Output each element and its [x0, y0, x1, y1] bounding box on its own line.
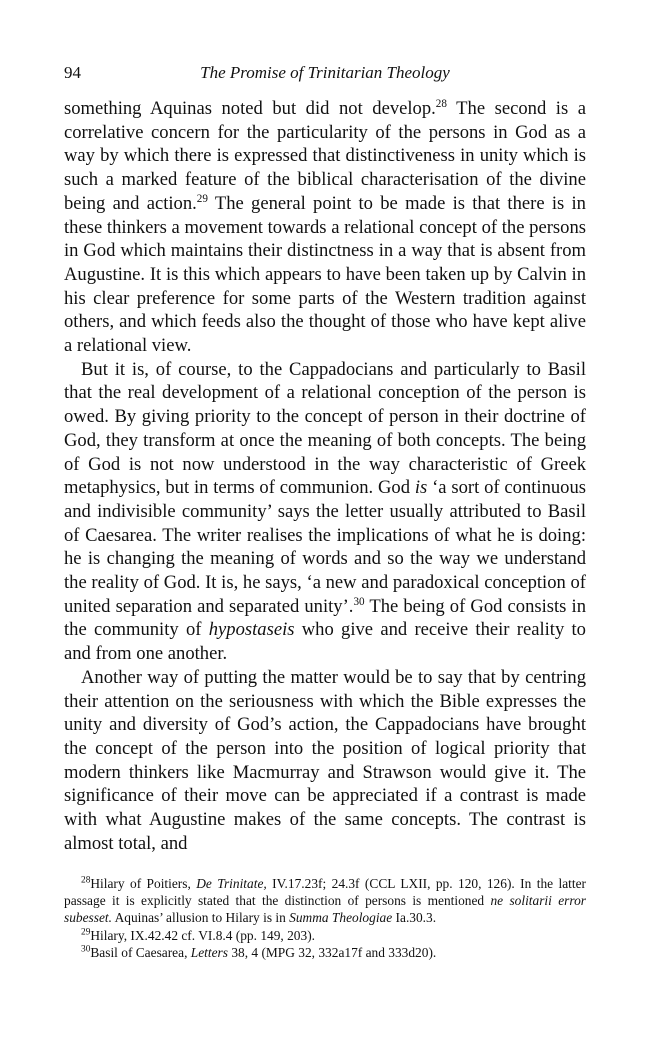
footnote-30: $^{30}$Basil of Caesarea, Letters 38, 4 (MPG 32, 332a17f and 333d20).	[81, 944, 437, 960]
page-number: 94	[64, 63, 81, 82]
running-head	[64, 62, 586, 88]
footnote-ref-30: 30	[353, 595, 365, 608]
footnote-ref-28: 28	[435, 97, 447, 110]
paragraph-2: But it is, of course, to the Cappadocians and particularly to Basil that the real development of a relational conception of the person is owed. By giving priority to the concept of person in their doctrine of God, they transform at once the meaning of both concepts. The being of God is not now understood in the way characteristic of Greek metaphysics, but in terms of communion. God is ‘a sort of continuous and indivisible community’ says the letter usually attributed to Basil of Caesarea. The writer realises the implications of what he is doing: he is changing the meaning of words and so the way we understand the reality of God. It is, he says, ‘a new and paradoxical conception of united separation and separated unity’.$^{30}$ The being of God consists in the community of hypostaseis who give and receive their reality to and from one another.	[64, 358, 586, 665]
book-page	[64, 62, 586, 856]
paragraph-3: Another way of putting the matter would be to say that by centring their attention on the seriousness with which the Bible expresses the unity and diversity of God’s action, the Cappadocians have brought the concept of the person into the position of logical priority that modern thinkers like Macmurray and Strawson would give it. The significance of their move can be appreciated if a contrast is made with what Augustine makes of the same concepts. The contrast is almost total, and	[64, 666, 586, 854]
body-text	[64, 97, 586, 856]
footnote-28: $^{28}$Hilary of Poitiers, De Trinitate, IV.17.23f; 24.3f (CCL LXII, pp. 120, 126). In the latter passage it is explicitly stated that the distinction of persons is mentioned ne solitarii error subesset. Aquinas’ allusion to Hilary is in Summa Theologiae Ia.30.3.	[64, 875, 586, 926]
paragraph-1: something Aquinas noted but did not develop.$^{28}$ The second is a correlative concern for the particularity of the persons in God as a way by which there is expressed that distinctiveness in unity which is such a marked feature of the biblical characterisation of the divine being and action.$^{29}$ The general point to be made is that there is in these thinkers a movement towards a relational concept of the persons in God which maintains their distinctness in a way that is absent from Augustine. It is this which appears to have been taken up by Calvin in his clear preference for some parts of the Western tradition against others, and which feeds also the thought of those who have kept alive a relational view.	[64, 97, 586, 357]
footnote-29: $^{29}$Hilary, IX.42.42 cf. VI.8.4 (pp. 149, 203).	[81, 927, 316, 943]
running-title: The Promise of Trinitarian Theology	[200, 63, 450, 82]
footnote-ref-29: 29	[196, 192, 208, 205]
footnotes	[64, 875, 586, 961]
